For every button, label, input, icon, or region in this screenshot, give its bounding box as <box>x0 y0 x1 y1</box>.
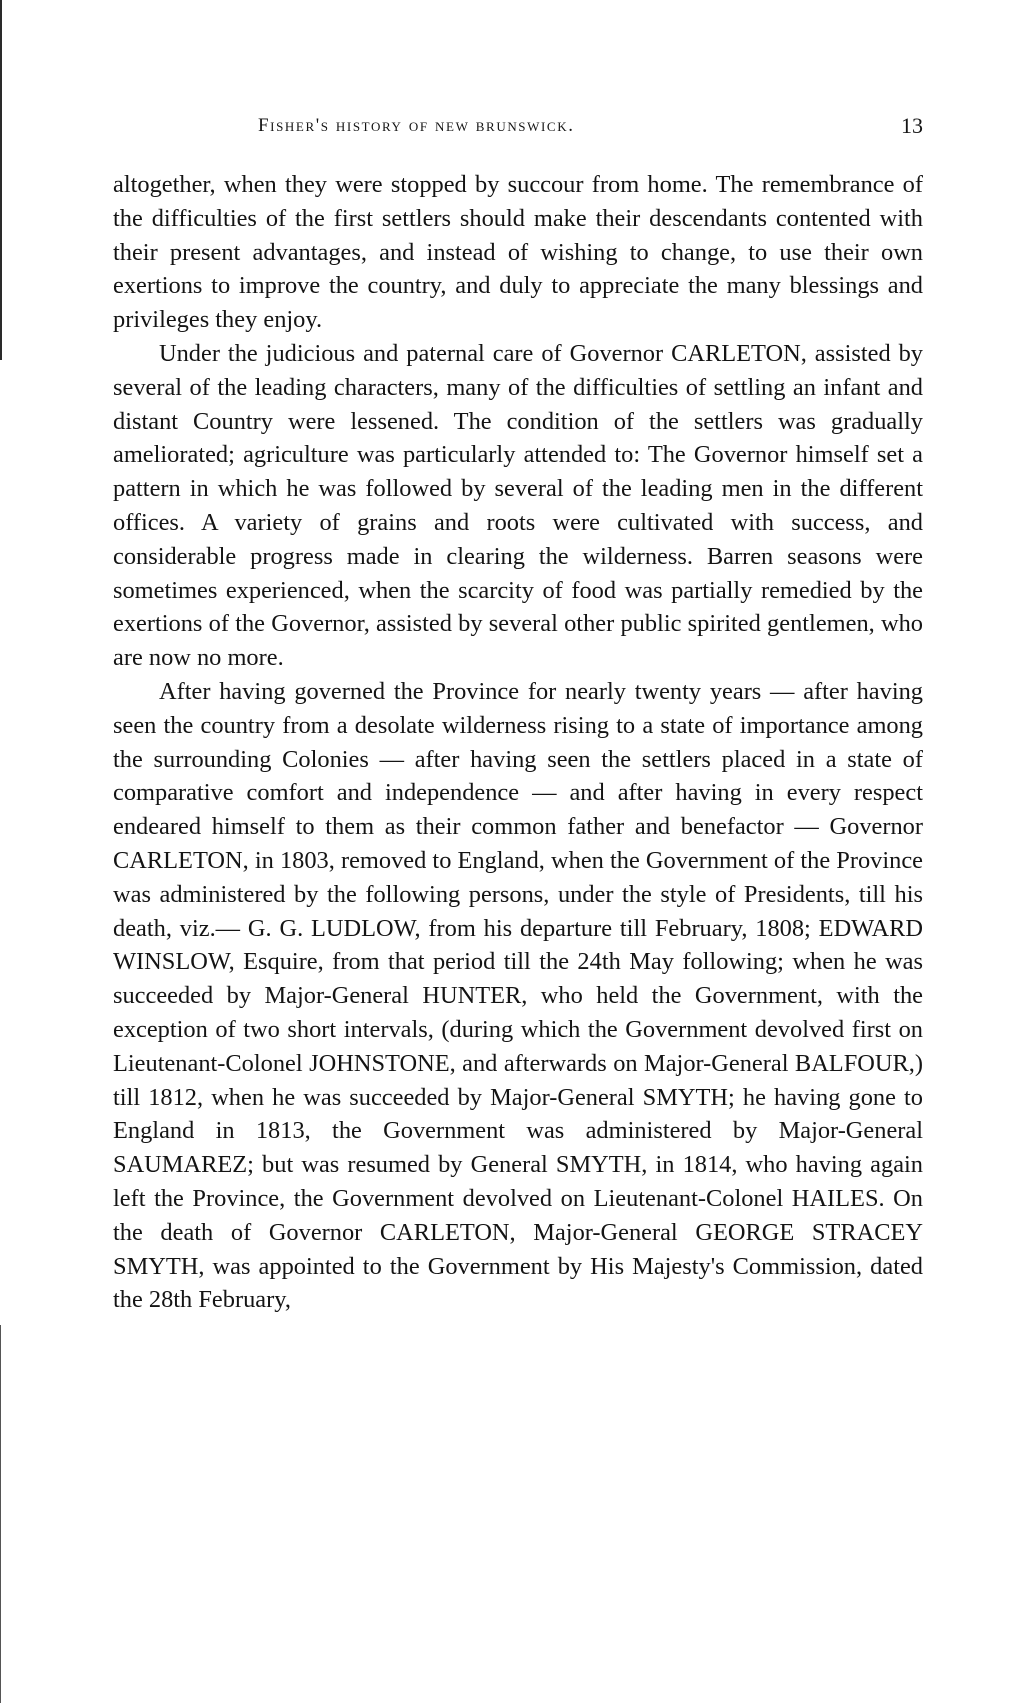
page-number: 13 <box>901 113 923 138</box>
paragraph-3: After having governed the Province for nearly twenty years — after having seen the country from a desolate wilderness rising to a state of importance among the surrounding Colonies — after having seen the settlers placed in a state of comparative comfort and independence — and after having in every respect endeared himself to them as their common father and benefactor — Governor CARLETON, in 1803, removed to England, when the Government of the Province was administered by the following persons, under the style of Presidents, till his death, viz.— G. G. LUDLOW, from his departure till February, 1808; EDWARD WINSLOW, Esquire, from that period till the 24th May following; when he was succeeded by Major-General HUNTER, who held the Government, with the exception of two short intervals, (during which the Government devolved first on Lieutenant-Colonel JOHNSTONE, and afterwards on Major-General BALFOUR,) till 1812, when he was succeeded by Major-General SMYTH; he having gone to England in 1813, the Government was administered by Major-General SAUMAREZ; but was resumed by General SMYTH, in 1814, who having again left the Province, the Government devolved on Lieutenant-Colonel HAILES. On the death of Governor CARLETON, Major-General GEORGE STRACEY SMYTH, was appointed to the Government by His Majesty's Commission, dated the 28th February, <box>113 677 923 1314</box>
page-edge-mark-bottom <box>0 1325 1 1703</box>
body-text <box>113 168 923 1317</box>
running-title: Fisher's history of new brunswick. <box>258 115 575 136</box>
paragraph-2: Under the judicious and paternal care of Governor CARLETON, assisted by several of the leading characters, many of the difficulties of settling an infant and distant Country were lessened. The condition of the settlers was gradually ameliorated; agriculture was particularly attended to: The Governor himself set a pattern in which he was followed by several of the leading men in the different offices. A variety of grains and roots were cultivated with success, and considerable progress made in clearing the wilderness. Barren seasons were sometimes experienced, when the scarcity of food was partially remedied by the exertions of the Governor, assisted by several other public spirited gentlemen, who are now no more. <box>113 339 923 672</box>
page-header <box>113 113 923 145</box>
page-edge-mark-top <box>0 0 2 360</box>
paragraph-1: altogether, when they were stopped by succour from home. The remembrance of the difficulties of the first settlers should make their descendants contented with their present advantages, and instead of wishing to change, to use their own exertions to improve the country, and duly to appreciate the many blessings and privileges they enjoy. <box>113 171 923 334</box>
